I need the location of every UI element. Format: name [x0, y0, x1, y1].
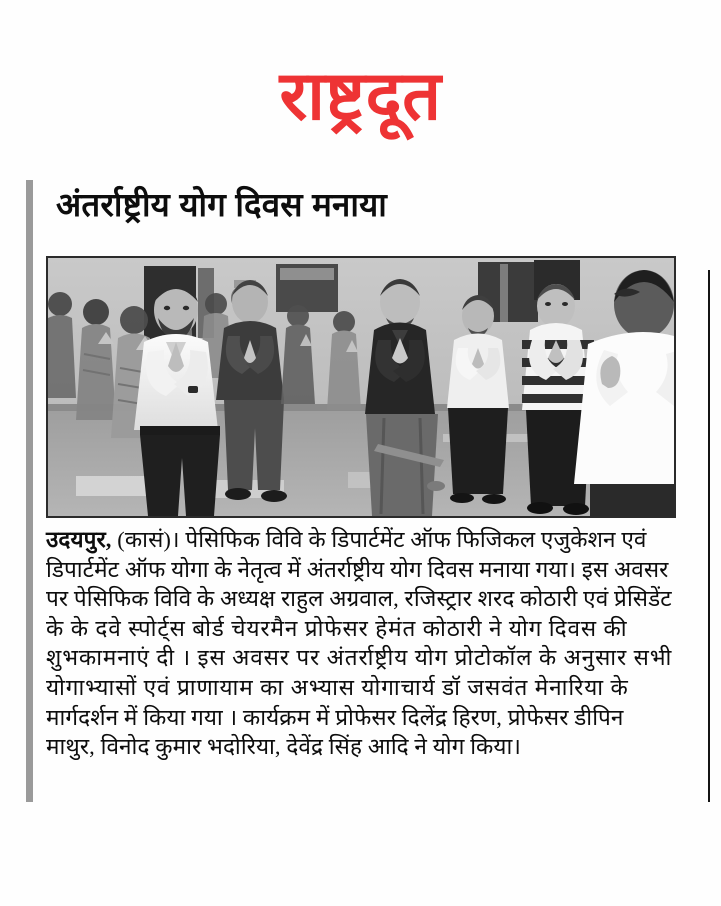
article	[26, 180, 711, 802]
body-line: पर पेसिफिक विवि के अध्यक्ष राहुल अग्रवाल, रजिस्ट्रार शरद कोठारी एवं प्रेसिडेंट	[46, 586, 672, 612]
article-body	[46, 525, 698, 762]
body-line: के के दवे स्पोर्ट्स बोर्ड चेयरमैन प्रोफेसर हेमंत कोठारी ने योग दिवस की	[46, 615, 628, 641]
body-line: माथुर, विनोद कुमार भदोरिया, देवेंद्र सिंह आदि ने योग किया।	[46, 734, 522, 760]
left-column-rule	[26, 180, 33, 802]
body-line: शुभकामनाएं दी । इस अवसर पर अंतर्राष्ट्रीय योग प्रोटोकॉल के अनुसार सभी	[46, 645, 673, 671]
photo-illustration	[48, 258, 674, 516]
body-line: डिपार्टमेंट ऑफ योगा के नेतृत्व में अंतर्राष्ट्रीय योग दिवस मनाया गया। इस अवसर	[46, 556, 669, 582]
body-line: उदयपुर, (कासं)। पेसिफिक विवि के डिपार्टमेंट ऑफ फिजिकल एजुकेशन एवं	[46, 527, 647, 552]
right-column-rule	[708, 270, 710, 802]
masthead-title: राष्ट्रदूत	[279, 58, 442, 134]
body-line: योगाभ्यासों एवं प्राणायाम का अभ्यास योगाचार्य डॉ जसवंत मेनारिया के	[46, 674, 629, 700]
article-headline: अंतर्राष्ट्रीय योग दिवस मनाया	[56, 186, 388, 223]
body-line: मार्गदर्शन में किया गया । कार्यक्रम में प्रोफेसर दिलेंद्र हिरण, प्रोफेसर डीपिन	[46, 704, 624, 730]
masthead	[0, 58, 721, 134]
yoga-day-group-photo	[46, 256, 676, 518]
dateline: उदयपुर,	[46, 527, 112, 552]
